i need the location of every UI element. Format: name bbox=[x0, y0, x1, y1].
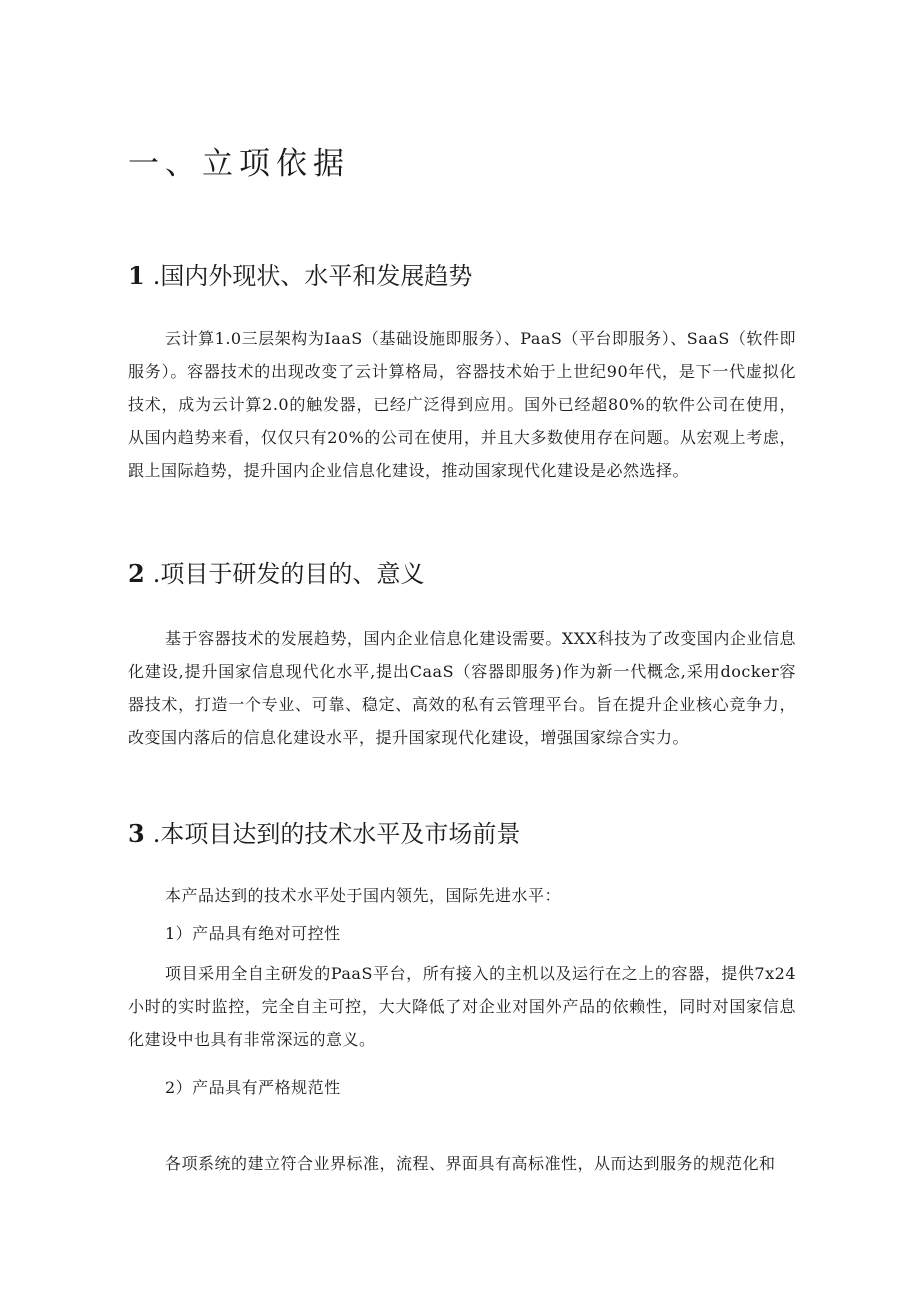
section-3-item-2-heading: 2）产品具有严格规范性 bbox=[165, 1078, 341, 1097]
section-1-title bbox=[128, 256, 472, 291]
section-2-title bbox=[128, 554, 424, 589]
section-1-number: 1 bbox=[128, 261, 145, 290]
section-3-item-2-paragraph: 各项系统的建立符合业界标准，流程、界面具有高标准性，从而达到服务的规范化和 bbox=[165, 1154, 776, 1173]
section-2-heading: .项目于研发的目的、意义 bbox=[152, 560, 425, 588]
section-2-paragraph: 基于容器技术的发展趋势，国内企业信息化建设需要。XXX科技为了改变国内企业信息化建设,提升国家信息现代化水平,提出CaaS（容器即服务)作为新一代概念,采用docker容器技术，打造一个专业、可靠、稳定、高效的私有云管理平台。旨在提升企业核心竞争力，改变国内落后的信息化建设水平，提升国家现代化建设，增强国家综合实力。 bbox=[128, 629, 796, 747]
section-3-item-1-paragraph: 项目采用全自主研发的PaaS平台，所有接入的主机以及运行在之上的容器，提供7x24小时的实时监控，完全自主可控，大大降低了对企业对国外产品的依赖性，同时对国家信息化建设中也具有非常深远的意义。 bbox=[128, 964, 796, 1049]
section-1-paragraph: 云计算1.0三层架构为IaaS（基础设施即服务）、PaaS（平台即服务）、SaaS（软件即服务）。容器技术的出现改变了云计算格局，容器技术始于上世纪90年代，是下一代虚拟化技术，成为云计算2.0的触发器，已经广泛得到应用。国外已经超80%的软件公司在使用，从国内趋势来看，仅仅只有20%的公司在使用，并且大多数使用存在问题。从宏观上考虑，跟上国际趋势，提升国内企业信息化建设，推动国家现代化建设是必然选择。 bbox=[128, 329, 796, 480]
section-1-heading: .国内外现状、水平和发展趋势 bbox=[152, 262, 473, 290]
section-3-intro: 本产品达到的技术水平处于国内领先，国际先进水平： bbox=[165, 886, 562, 905]
section-3-item-1-heading: 1）产品具有绝对可控性 bbox=[165, 924, 341, 943]
section-3-heading: .本项目达到的技术水平及市场前景 bbox=[152, 820, 521, 848]
section-3-number: 3 bbox=[128, 819, 145, 848]
section-3-title bbox=[128, 814, 520, 849]
section-2-number: 2 bbox=[128, 559, 145, 588]
chapter-title: 一、立项依据 bbox=[128, 146, 350, 182]
